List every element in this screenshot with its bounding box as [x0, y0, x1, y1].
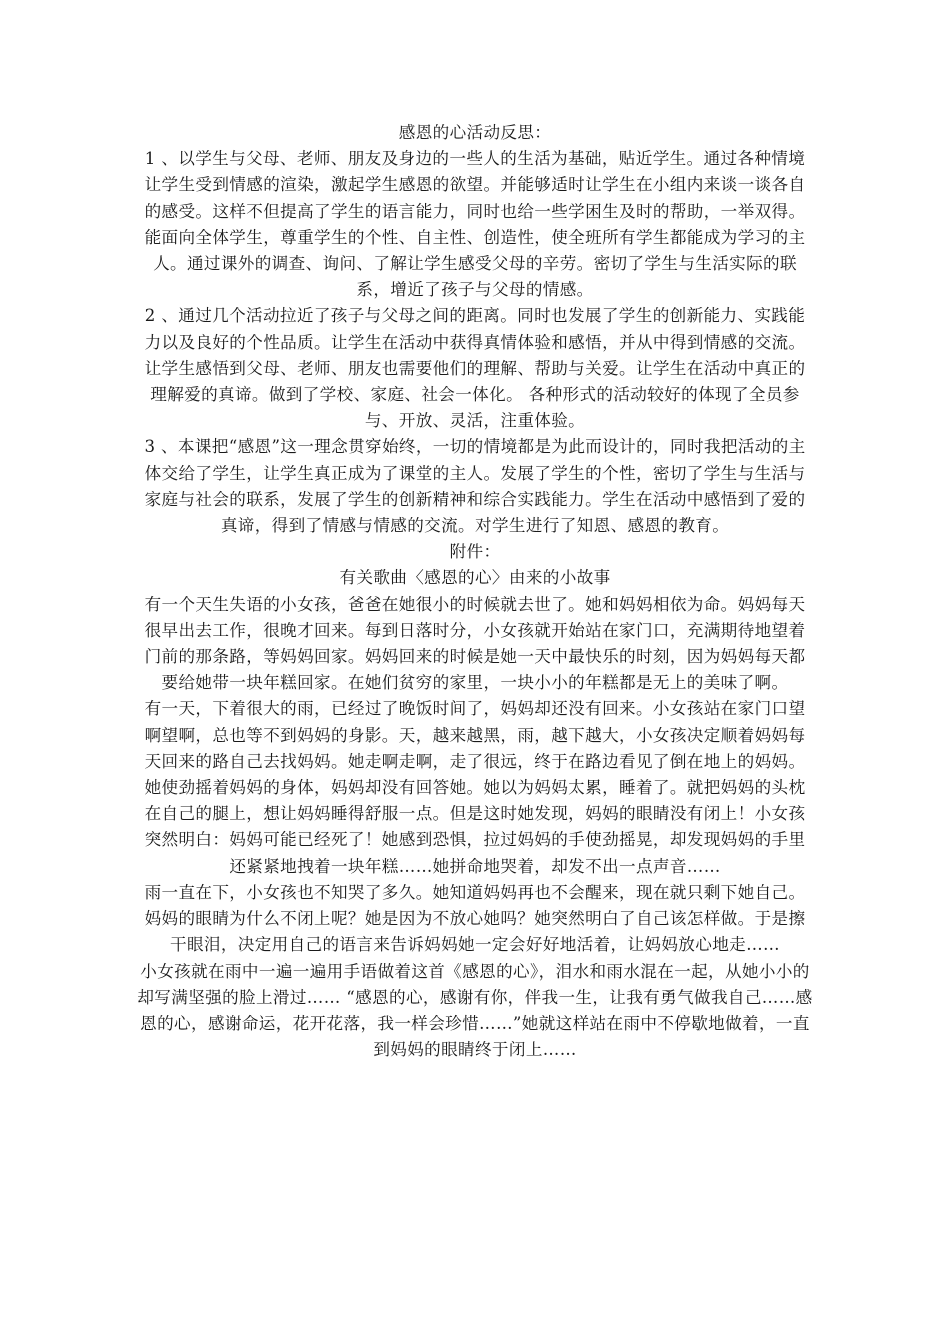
story-title: 有关歌曲〈感恩的心〉由来的小故事 [339, 568, 611, 588]
story-paragraph-4: 小女孩就在雨中一遍一遍用手语做着这首《感恩的心》，泪水和雨水混在一起，从她小小的却写满坚强的脸上滑过…… “感恩的心，感谢有你，伴我一生，让我有勇气做我自己……感恩的心，感谢命运，花开花落，我一样会珍惜……”她就这样站在雨中不停歇地做着，一直到妈妈的眼睛终于闭上…… [137, 961, 813, 1060]
appendix-label: 附件： [449, 542, 501, 562]
story-paragraph-2: 有一天，下着很大的雨，已经过了晚饭时间了，妈妈却还没有回来。小女孩站在家门口望啊望啊，总也等不到妈妈的身影。天，越来越黑，雨，越下越大，小女孩决定顺着妈妈每天回来的路自己去找妈妈。她走啊走啊，走了很远，终于在路边看见了倒在地上的妈妈。她使劲摇着妈妈的身体，妈妈却没有回答她。她以为妈妈太累，睡着了。就把妈妈的头枕在自己的腿上，想让妈妈睡得舒服一点。但是这时她发现，妈妈的眼睛没有闭上！小女孩突然明白：妈妈可能已经死了！她感到恐惧，拉过妈妈的手使劲摇晃，却发现妈妈的手里还紧紧地拽着一块年糕……她拼命地哭着，却发不出一点声音…… [144, 699, 806, 876]
reflection-paragraph-2: 2 、通过几个活动拉近了孩子与父母之间的距离。同时也发展了学生的创新能力、实践能力以及良好的个性品质。让学生在活动中获得真情体验和感悟，并从中得到情感的交流。让学生感悟到父母、老师、朋友也需要他们的理解、帮助与关爱。让学生在活动中真正的理解爱的真谛。做到了学校、家庭、社会一体化。 各种形式的活动较好的体现了全员参与、开放、灵活，注重体验。 [144, 306, 806, 431]
reflection-paragraph-1: 1 、以学生与父母、老师、朋友及身边的一些人的生活为基础，贴近学生。通过各种情境让学生受到情感的渲染，激起学生感恩的欲望。并能够适时让学生在小组内来谈一谈各自的感受。这样不但提高了学生的语言能力，同时也给一些学困生及时的帮助，一举双得。 能面向全体学生，尊重学生的个性、自主性、创造性，使全班所有学生都能成为学习的主人。通过课外的调查、询问、了解让学生感受父母的辛劳。密切了学生与生活实际的联系，增近了孩子与父母的情感。 [144, 149, 806, 300]
story-paragraph-3: 雨一直在下，小女孩也不知哭了多久。她知道妈妈再也不会醒来，现在就只剩下她自己。妈妈的眼睛为什么不闭上呢？她是因为不放心她吗？她突然明白了自己该怎样做。于是擦干眼泪，决定用自己的语言来告诉妈妈她一定会好好地活着，让妈妈放心地走…… [144, 882, 806, 955]
reflection-paragraph-3: 3 、本课把“感恩”这一理念贯穿始终，一切的情境都是为此而设计的，同时我把活动的主体交给了学生，让学生真正成为了课堂的主人。发展了学生的个性，密切了学生与生活与家庭与社会的联系，发展了学生的创新精神和综合实践能力。学生在活动中感悟到了爱的真谛，得到了情感与情感的交流。对学生进行了知恩、感恩的教育。 [144, 437, 806, 536]
reflection-title: 感恩的心活动反思： [398, 123, 552, 142]
document-page [137, 120, 813, 1063]
story-paragraph-1: 有一个天生失语的小女孩，爸爸在她很小的时候就去世了。她和妈妈相依为命。妈妈每天很早出去工作，很晚才回来。每到日落时分，小女孩就开始站在家门口，充满期待地望着门前的那条路，等妈妈回家。妈妈回来的时候是她一天中最快乐的时刻，因为妈妈每天都要给她带一块年糕回家。在她们贫穷的家里，一块小小的年糕都是无上的美味了啊。 [144, 594, 806, 693]
